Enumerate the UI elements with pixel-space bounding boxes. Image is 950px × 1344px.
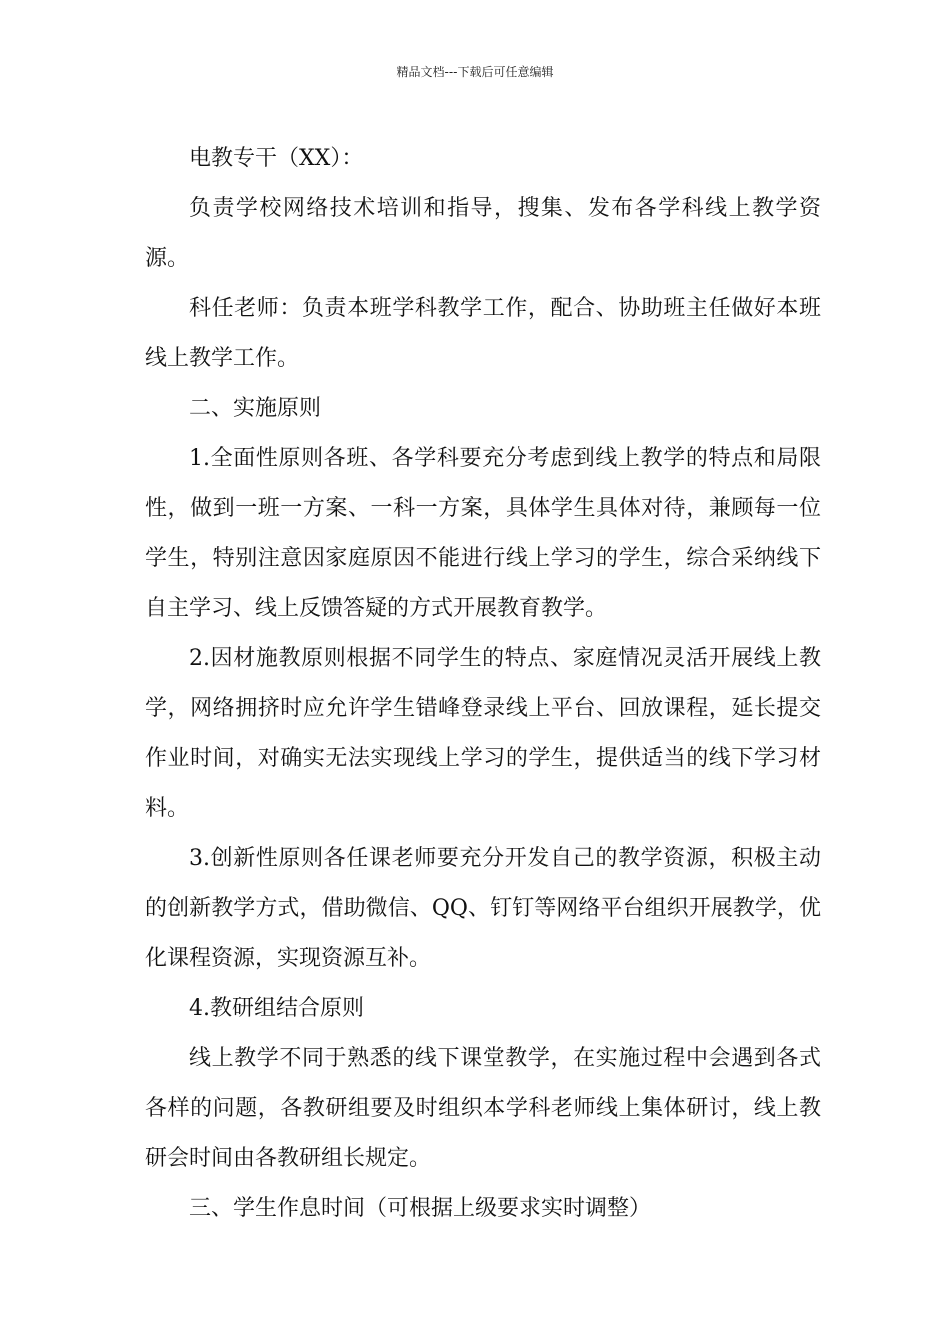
paragraph-subject-teacher: 科任老师：负责本班学科教学工作，配合、协助班主任做好本班线上教学工作。 <box>145 296 821 371</box>
paragraph-principle-4-body: 线上教学不同于熟悉的线下课堂教学，在实施过程中会遇到各式各样的问题，各教研组要及时组织本学科老师线上集体研讨，线上教研会时间由各教研组长规定。 <box>145 1046 821 1171</box>
paragraph-av-staff-duty: 负责学校网络技术培训和指导，搜集、发布各学科线上教学资源。 <box>145 196 821 271</box>
section-heading-schedule: 三、学生作息时间（可根据上级要求实时调整） <box>189 1196 652 1221</box>
paragraph-principle-4-title: 4.教研组结合原则 <box>189 996 364 1021</box>
section-heading-principles: 二、实施原则 <box>189 396 322 421</box>
paragraph-principle-3: 3.创新性原则各任课老师要充分开发自己的教学资源，积极主动的创新教学方式，借助微信、QQ、钉钉等网络平台组织开展教学，优化课程资源，实现资源互补。 <box>145 846 821 971</box>
paragraph-principle-1: 1.全面性原则各班、各学科要充分考虑到线上教学的特点和局限性，做到一班一方案、一科一方案，具体学生具体对待，兼顾每一位学生，特别注意因家庭原因不能进行线上学习的学生，综合采纳线下自主学习、线上反馈答疑的方式开展教育教学。 <box>145 446 821 621</box>
paragraph-role-av-staff: 电教专干（XX）： <box>189 146 364 171</box>
document-body <box>145 134 821 1234</box>
paragraph-principle-2: 2.因材施教原则根据不同学生的特点、家庭情况灵活开展线上教学，网络拥挤时应允许学生错峰登录线上平台、回放课程，延长提交作业时间，对确实无法实现线上学习的学生，提供适当的线下学习材料。 <box>145 646 821 821</box>
page-header: 精品文档---下载后可任意编辑 <box>396 65 554 79</box>
